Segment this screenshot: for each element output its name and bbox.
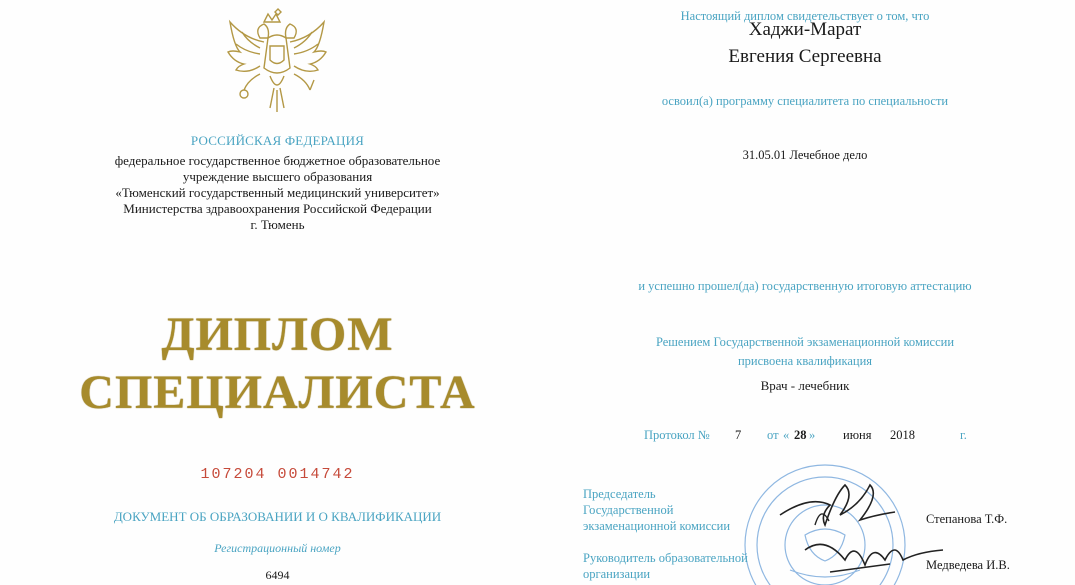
diploma-title-line-2: СПЕЦИАЛИСТА bbox=[79, 366, 476, 419]
institution-city: г. Тюмень bbox=[250, 217, 305, 232]
graduate-given-name: Евгения Сергеевна bbox=[728, 46, 882, 67]
institution-line-2: учреждение высшего образования bbox=[182, 169, 373, 184]
attestation-text: и успешно прошел(да) государственную итоговую аттестацию bbox=[638, 279, 972, 293]
registration-number: 6494 bbox=[265, 568, 290, 582]
head-name: Медведева И.В. bbox=[926, 558, 1010, 572]
protocol-year-suffix: г. bbox=[960, 428, 967, 442]
protocol-year: 2018 bbox=[890, 428, 915, 442]
institution-line-4: Министерства здравоохранения Российской Федерации bbox=[123, 201, 432, 216]
country-name: РОССИЙСКАЯ ФЕДЕРАЦИЯ bbox=[190, 133, 365, 148]
document-type: ДОКУМЕНТ ОБ ОБРАЗОВАНИИ И О КВАЛИФИКАЦИИ bbox=[113, 509, 442, 524]
commission-decision-line-2: присвоена квалификация bbox=[737, 354, 873, 368]
institution-line-3: «Тюменский государственный медицинский университет» bbox=[115, 185, 440, 200]
protocol-day: 28 bbox=[794, 428, 807, 442]
head-signature bbox=[800, 530, 945, 580]
protocol-quote-close: » bbox=[809, 428, 816, 442]
chair-label-line-3: экзаменационной комиссии bbox=[583, 519, 731, 533]
specialty: 31.05.01 Лечебное дело bbox=[742, 148, 868, 162]
serial-number: 107204 0014742 bbox=[200, 466, 355, 483]
chair-signature bbox=[775, 475, 905, 535]
head-label-line-2: организации bbox=[583, 567, 651, 581]
institution-line-1: федеральное государственное бюджетное образовательное bbox=[114, 153, 441, 168]
registration-number-label: Регистрационный номер bbox=[214, 541, 341, 555]
chair-label-line-1: Председатель bbox=[583, 487, 656, 501]
protocol-number: 7 bbox=[735, 428, 742, 442]
protocol-from-label: от bbox=[767, 428, 779, 442]
chair-label-line-2: Государственной bbox=[583, 503, 674, 517]
commission-decision-line-1: Решением Государственной экзаменационной комиссии bbox=[655, 335, 955, 349]
coat-of-arms-emblem bbox=[212, 8, 342, 138]
protocol-quote-open: « bbox=[783, 428, 790, 442]
head-label-line-1: Руководитель образовательной bbox=[583, 551, 748, 565]
qualification: Врач - лечебник bbox=[760, 378, 850, 393]
protocol-label: Протокол № bbox=[644, 428, 710, 442]
program-text: освоил(а) программу специалитета по специальности bbox=[661, 94, 949, 108]
certifies-text: Настоящий диплом свидетельствует о том, что bbox=[680, 9, 930, 23]
diploma-title-line-1: ДИПЛОМ bbox=[161, 308, 394, 361]
graduate-surname: Хаджи-Марат bbox=[748, 19, 862, 40]
protocol-month: июня bbox=[843, 428, 872, 442]
chair-name: Степанова Т.Ф. bbox=[926, 512, 1008, 526]
